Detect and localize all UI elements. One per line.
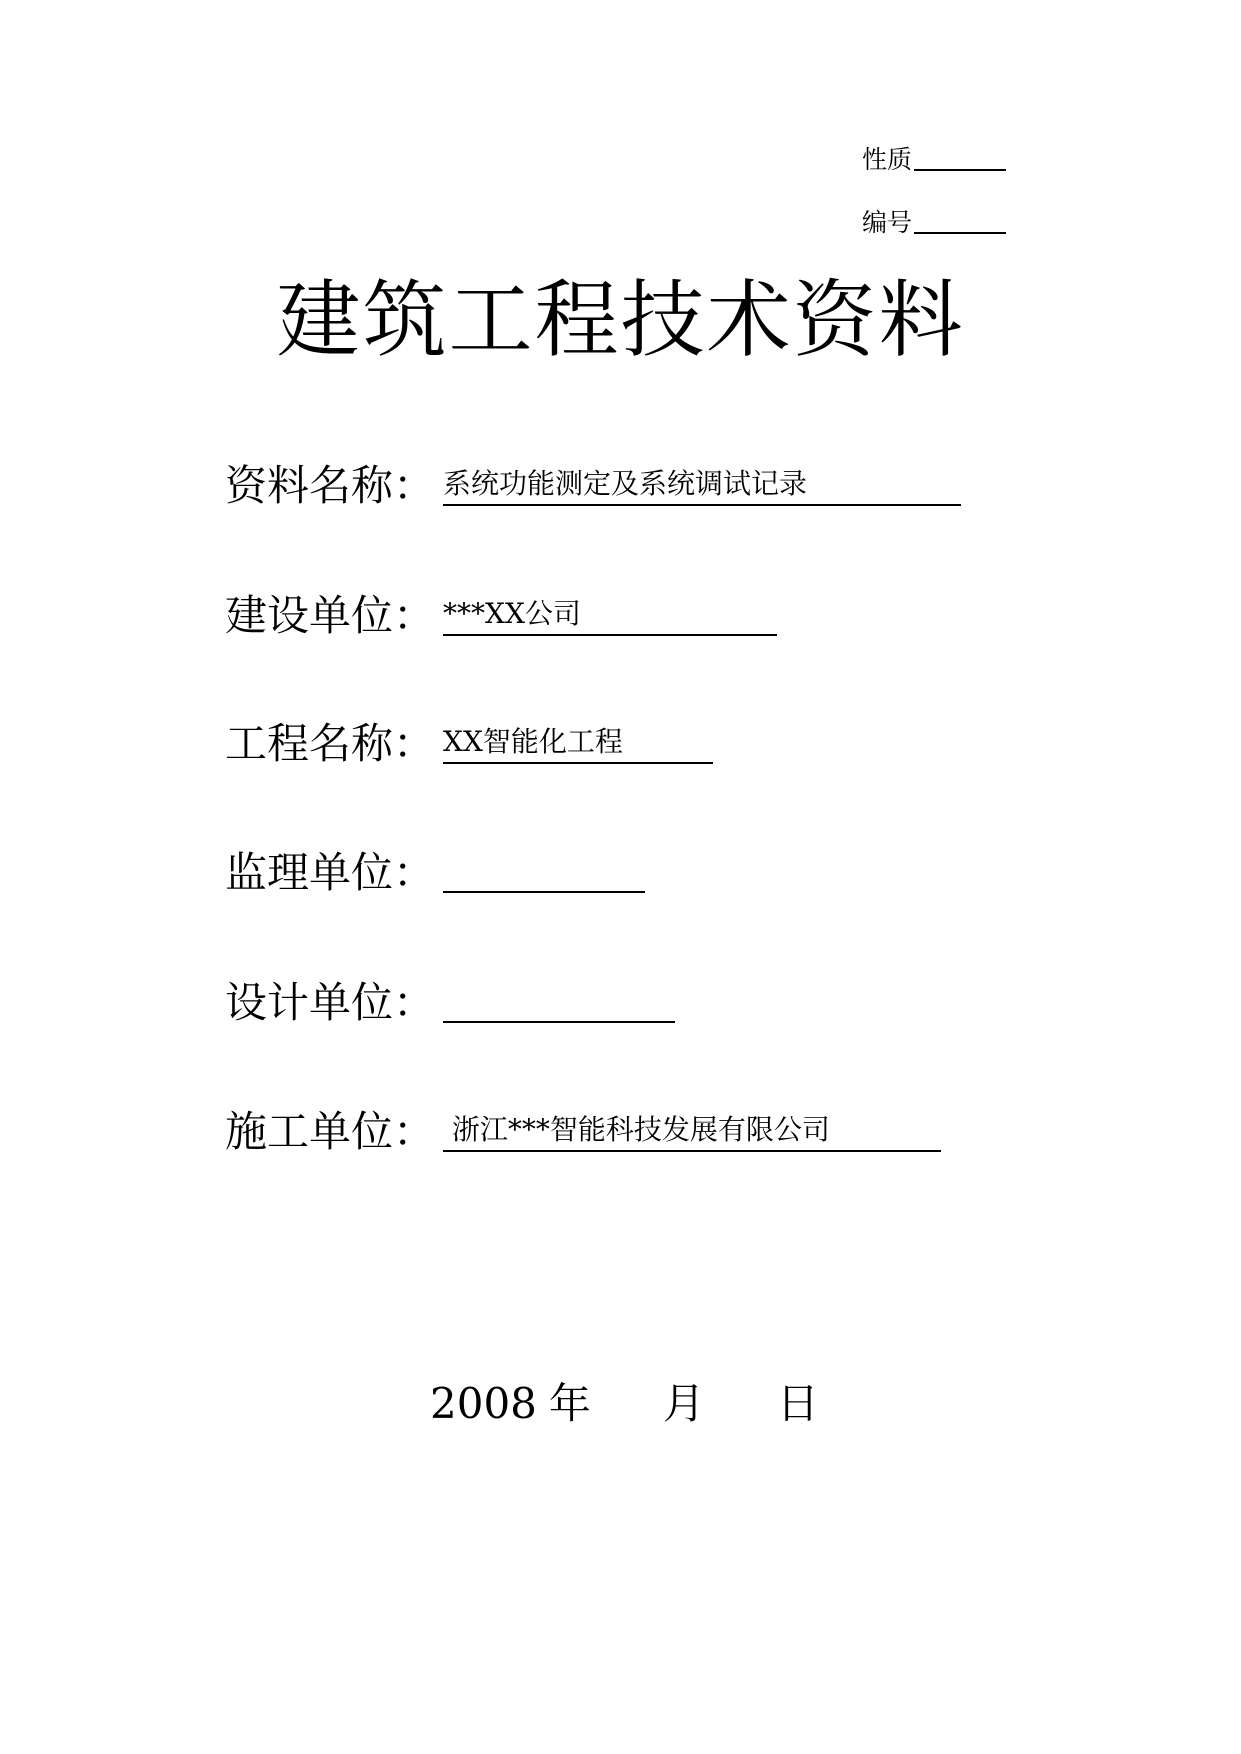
field-value: ***XX公司 <box>443 597 777 636</box>
field-row-construction-contractor <box>225 1098 941 1158</box>
nature-label: 性质 <box>862 145 913 174</box>
field-value <box>443 854 645 893</box>
field-value: 系统功能测定及系统调试记录 <box>443 467 961 506</box>
field-label: 施工单位： <box>225 1107 436 1156</box>
date-day-unit: 日 <box>776 1379 819 1428</box>
nature-blank <box>914 168 1006 171</box>
number-blank <box>914 231 1006 234</box>
date-line <box>430 1370 819 1430</box>
field-row-project-name <box>225 710 713 770</box>
field-label: 工程名称： <box>225 719 436 768</box>
field-row-supervision-unit <box>225 839 645 899</box>
field-value: XX智能化工程 <box>443 725 713 764</box>
field-value <box>443 984 675 1023</box>
nature-field <box>862 135 1006 175</box>
number-field <box>862 198 1006 238</box>
field-label: 监理单位： <box>225 848 436 897</box>
page-title: 建筑工程技术资料 <box>276 271 965 369</box>
field-label: 建设单位： <box>225 591 436 640</box>
date-year-unit: 年 <box>548 1379 591 1428</box>
number-label: 编号 <box>862 208 913 237</box>
date-year: 2008 <box>430 1379 537 1428</box>
field-value: 浙江***智能科技发展有限公司 <box>443 1113 941 1152</box>
field-row-design-unit <box>225 969 675 1029</box>
field-label: 设计单位： <box>225 978 436 1027</box>
field-row-material-name <box>225 452 961 512</box>
field-row-construction-unit <box>225 582 777 642</box>
field-label: 资料名称： <box>225 461 436 510</box>
date-month-unit: 月 <box>662 1379 705 1428</box>
